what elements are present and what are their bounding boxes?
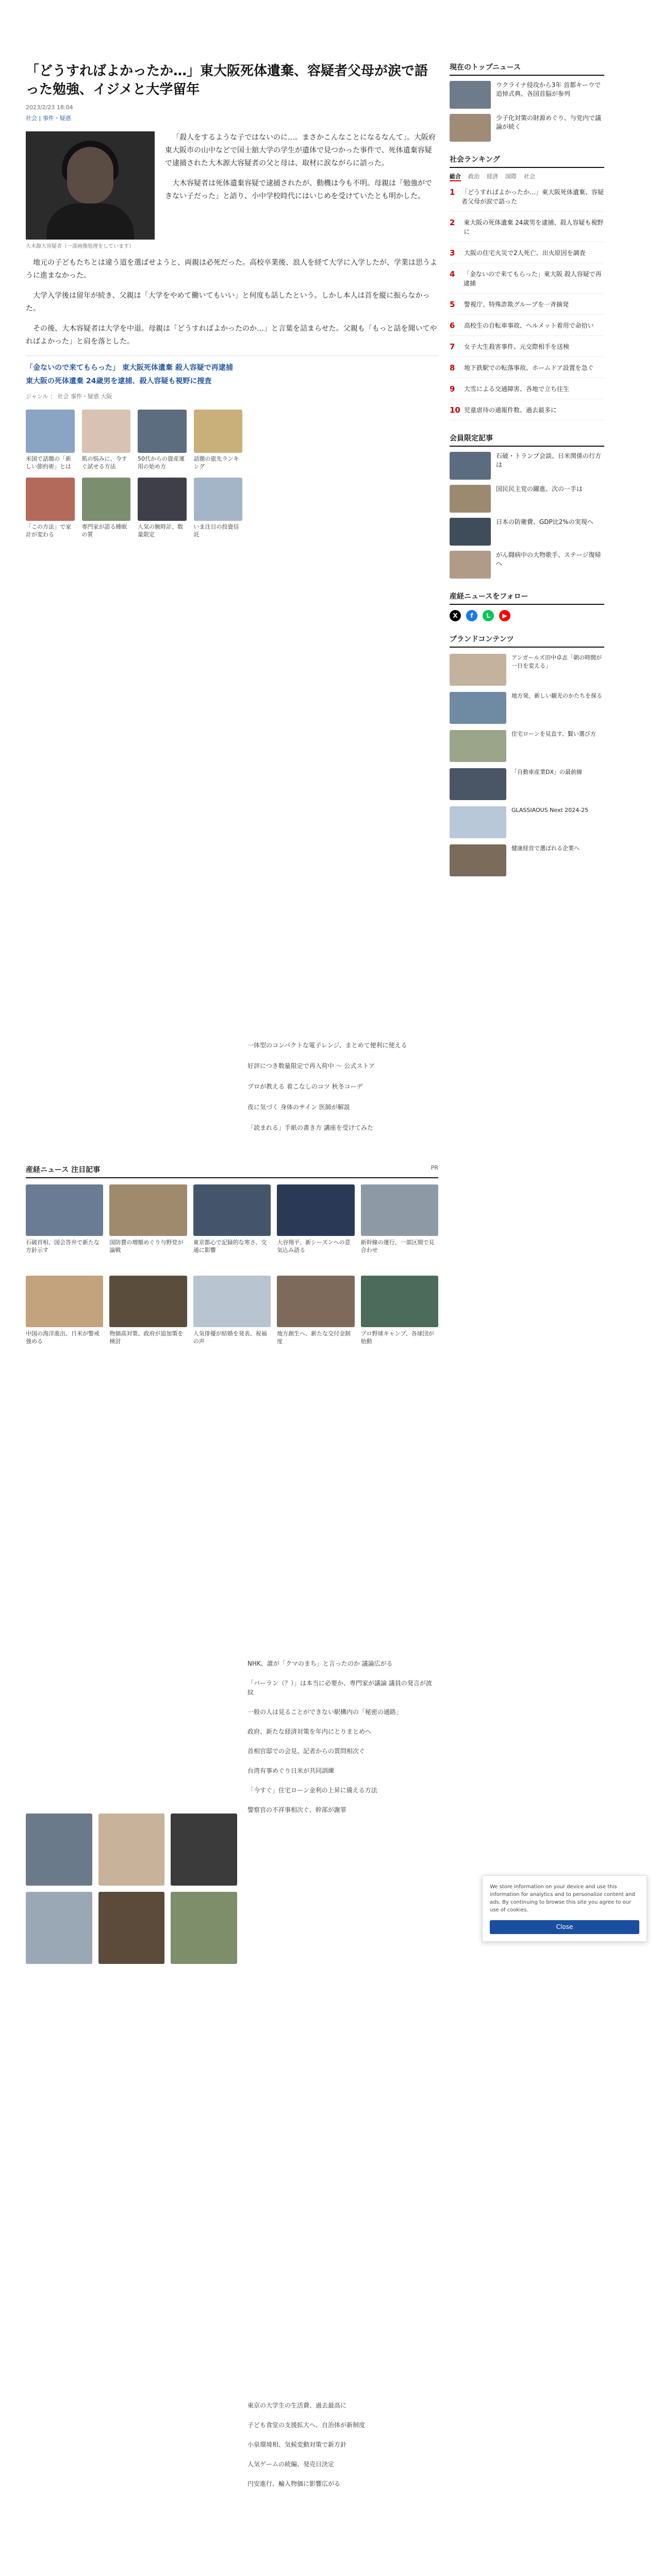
related-link[interactable]: 「金ないので来てもらった」 東大阪死体遺棄 殺人容疑で再逮捕 — [26, 364, 233, 372]
headline-item[interactable]: 「今すぐ」住宅ローン金利の上昇に備える方法 — [247, 1787, 377, 1794]
photo-card[interactable] — [98, 1814, 165, 1886]
photo-card[interactable] — [26, 1814, 92, 1886]
x-icon[interactable]: X — [450, 610, 461, 621]
ad-card[interactable]: 専門家が語る睡眠の質 — [82, 478, 131, 538]
photo-card[interactable] — [98, 1892, 165, 1964]
ad-card[interactable]: 話題の旅先ランキング — [194, 410, 243, 470]
photo-grid — [26, 1814, 237, 1964]
ad-text[interactable]: プロが教える 着こなしのコツ 秋冬コーデ — [247, 1083, 363, 1090]
brand-title: ブランドコンテンツ — [450, 634, 604, 648]
cookie-banner — [482, 1875, 647, 1942]
member-item[interactable]: 日本の防衛費、GDP比2%の実現へ — [450, 518, 604, 546]
rank-item[interactable]: 5 警視庁、特殊詐欺グループを一斉摘発 — [450, 300, 604, 315]
recommend-grid — [26, 1184, 438, 1361]
recommend-card[interactable]: 石破首相、国会答弁で新たな方針示す — [26, 1184, 103, 1269]
cookie-text: We store information on your device and use this information for analytics and to personalize content and ads. By continuing to browse this site you agree to our use of cookies. — [490, 1884, 635, 1913]
article-date: 2023/2/23 18:04 — [26, 104, 73, 111]
rank-item[interactable]: 2 東大阪の死体遺棄 24歳男を逮捕、殺人容疑も視野に — [450, 218, 604, 242]
rank-item[interactable]: 3 大阪の住宅火災で2人死亡、出火原因を調査 — [450, 248, 604, 263]
rank-item[interactable]: 6 高校生の自転車事故、ヘルメット着用で命拾い — [450, 321, 604, 336]
brand-item[interactable]: 健康経営で選ばれる企業へ — [450, 844, 604, 876]
lead-section — [26, 131, 438, 249]
cookie-close-button[interactable]: Close — [490, 1920, 639, 1934]
top-news-title: 現在のトップニュース — [450, 62, 604, 76]
brand-item[interactable]: 住宅ローンを見直す、賢い選び方 — [450, 730, 604, 762]
headline-item[interactable]: 小泉環境相、気候変動対策で新方針 — [247, 2441, 347, 2448]
member-item[interactable]: がん闘病中の大物歌手、ステージ復帰へ — [450, 551, 604, 579]
recommend-card[interactable]: 大谷翔平、新シーズンへの意気込み語る — [277, 1184, 354, 1269]
ad-text[interactable]: 「読まれる」手紙の書き方 講座を受けてみた — [247, 1124, 373, 1131]
member-item[interactable]: 国民民主党の躍進、次の一手は — [450, 485, 604, 513]
ad-card[interactable]: 肌の悩みに、今すぐ試せる方法 — [82, 410, 131, 470]
ad-grid — [26, 410, 242, 538]
article-body-top — [165, 131, 438, 249]
headline-item[interactable]: 首相官邸での会見、記者からの質問相次ぐ — [247, 1748, 366, 1755]
rank-item[interactable]: 4 「金ないので来てもらった」東大阪 殺人容疑で再逮捕 — [450, 269, 604, 294]
headline-list — [247, 1659, 433, 1825]
rank-tab[interactable]: 国際 — [505, 173, 517, 180]
headline-item[interactable]: 子ども食堂の支援拡大へ、自治体が新制度 — [247, 2421, 366, 2429]
recommend-card[interactable]: 人気俳優が結婚を発表、祝福の声 — [193, 1276, 271, 1361]
brand-item[interactable]: アンガールズ田中卓志「朝の時間が一日を変える」 — [450, 654, 604, 686]
member-articles — [450, 433, 604, 579]
photo-card[interactable] — [26, 1892, 92, 1964]
top-news-item[interactable]: ウクライナ侵攻から3年 首都キーウで追悼式典、各国首脳が参列 — [450, 81, 604, 109]
ad-card[interactable]: 50代からの資産運用の始め方 — [138, 410, 187, 470]
follow-box — [450, 591, 604, 621]
article-body — [26, 257, 438, 348]
article-tags: ジャンル ： 社会 事件・疑惑 大阪 — [26, 393, 112, 400]
brand-item[interactable]: 「自動車産業DX」の最前線 — [450, 768, 604, 800]
recommend-card[interactable]: 地方創生へ、新たな交付金制度 — [277, 1276, 354, 1361]
headline-item[interactable]: 「バーラン（？）」は本当に必要か、専門家が議論 議員の発言が波紋 — [247, 1680, 432, 1696]
photo-caption: 大木源大容疑者（一部画像処理をしています） — [26, 244, 134, 249]
brand-content — [450, 634, 604, 876]
paragraph: 「殺人をするような子ではないのに…。まさかこんなことになるなんて」。大阪府東大阪市の山中などで国士舘大学の学生が遺体で見つかった事件で、死体遺棄容疑で逮捕された大木源大容疑者の父と母は、取材に涙ながらに語った。 — [165, 133, 436, 167]
ad-text[interactable]: 夜に気づく 身体のサイン 医師が解説 — [247, 1104, 350, 1111]
ad-card[interactable]: 米国で話題の「新しい節約術」とは — [26, 410, 75, 470]
ad-card[interactable]: 人気の腕時計、数量限定 — [138, 478, 187, 538]
headline-item[interactable]: 政府、新たな経済対策を年内にとりまとめへ — [247, 1728, 372, 1735]
recommend-card[interactable]: 新幹線の運行、一部区間で見合わせ — [361, 1184, 438, 1269]
ad-text[interactable]: 好評につき数量限定で再入荷中 〜 公式ストア — [247, 1062, 375, 1070]
headline-item[interactable]: 人気ゲームの続編、発売日決定 — [247, 2461, 335, 2468]
brand-item[interactable]: GLASSIAOUS Next 2024-25 — [450, 806, 604, 838]
ad-text-list — [247, 1041, 418, 1144]
paragraph: 地元の子どもたちとは違う道を選ばせようと、両親は必死だった。高校卒業後、浪人を経て大学に入学したが、学業は思うように進まなかった。 — [26, 259, 437, 280]
related-links — [26, 355, 438, 388]
recommend-title: 産経ニュース 注目記事 PR — [26, 1164, 438, 1178]
headline-item[interactable]: NHK、誰が「クマのまち」と言ったのか 議論広がる — [247, 1660, 393, 1667]
recommend-section — [26, 1164, 438, 1361]
recommend-card[interactable]: 東京都心で記録的な寒さ、交通に影響 — [193, 1184, 271, 1269]
headline-item[interactable]: 東京の大学生の生活費、過去最高に — [247, 2402, 347, 2409]
article-headline: 「どうすればよかったか…」東大阪死体遺棄、容疑者父母が涙で語った勉強、イジメと大学留年 — [26, 63, 428, 97]
paragraph: 大学入学後は留年が続き、父親は「大学をやめて働いてもいい」と何度も話したという。しかし本人は首を縦に振らなかった。 — [26, 292, 430, 313]
youtube-icon[interactable]: ▶ — [499, 610, 510, 621]
related-link[interactable]: 東大阪の死体遺棄 24歳男を逮捕、殺人容疑も視野に捜査 — [26, 377, 212, 385]
top-news — [450, 62, 604, 142]
headline-item[interactable]: 台湾有事めぐり日米が共同訓練 — [247, 1767, 335, 1774]
paragraph: その後、大木容疑者は大学を中退。母親は「どうすればよかったのか…」と言葉を詰まらせた。父親も「もっと話を聞いてやればよかった」と肩を落とした。 — [26, 325, 437, 346]
top-news-item[interactable]: 少子化対策の財源めぐり、与党内で議論が続く — [450, 114, 604, 142]
recommend-card[interactable]: 物価高対策、政府が追加策を検討 — [109, 1276, 187, 1361]
ranking-title: 社会ランキング — [450, 154, 604, 168]
photo-card[interactable] — [171, 1892, 237, 1964]
lead-photo — [26, 131, 155, 240]
facebook-icon[interactable]: f — [466, 610, 477, 621]
ranking-tabs — [450, 172, 604, 181]
recommend-card[interactable]: プロ野球キャンプ、各球団が始動 — [361, 1276, 438, 1361]
rank-tab[interactable]: 総合 — [450, 172, 461, 181]
rank-item[interactable]: 10 児童虐待の通報件数、過去最多に — [450, 405, 604, 420]
rank-item[interactable]: 7 女子大生殺害事件、元交際相手を送検 — [450, 342, 604, 357]
rank-tab[interactable]: 社会 — [524, 173, 535, 180]
headline-list-lower — [247, 2401, 433, 2499]
main-column — [26, 62, 438, 538]
rank-tab[interactable]: 政治 — [468, 173, 479, 180]
recommend-card[interactable]: 国防費の増額めぐり与野党が論戦 — [109, 1184, 187, 1269]
paragraph: 大木容疑者は死体遺棄容疑で逮捕されたが、動機は今も不明。母親は「勉強ができない子だった」と語り、小中学校時代にはいじめを受けていたとも明かした。 — [165, 179, 432, 200]
line-icon[interactable]: L — [483, 610, 494, 621]
member-title: 会員限定記事 — [450, 433, 604, 447]
headline-item[interactable]: 警察官の不祥事相次ぐ、幹部が謝罪 — [247, 1806, 346, 1814]
article-crumbs[interactable]: 社会 | 事件・疑惑 — [26, 115, 71, 122]
photo-card[interactable] — [171, 1814, 237, 1886]
ranking — [450, 154, 604, 420]
ad-text[interactable]: 一体型のコンパクトな電子レンジ、まとめて便利に使える — [247, 1042, 407, 1049]
follow-title: 産経ニュースをフォロー — [450, 591, 604, 605]
ad-card[interactable]: 「この方法」で家計が変わる — [26, 478, 75, 538]
rank-item[interactable]: 9 大雪による交通障害、各地で立ち往生 — [450, 384, 604, 399]
recommend-card[interactable]: 中国の海洋進出、日米が警戒強める — [26, 1276, 103, 1361]
member-item[interactable]: 石破・トランプ会談、日米関係の行方は — [450, 452, 604, 480]
rank-tab[interactable]: 経済 — [487, 173, 498, 180]
ad-card[interactable]: いま注目の投資信託 — [194, 478, 243, 538]
headline-item[interactable]: 円安進行、輸入物価に影響広がる — [247, 2480, 341, 2487]
rank-item[interactable]: 8 地下鉄駅での転落事故、ホームドア設置を急ぐ — [450, 363, 604, 378]
rank-item[interactable]: 1 「どうすればよかったか…」東大阪死体遺棄、容疑者父母が涙で語った — [450, 188, 604, 212]
sidebar — [450, 62, 604, 889]
headline-item[interactable]: 一般の人は見ることができない駅構内の「秘密の通路」 — [247, 1708, 403, 1716]
brand-item[interactable]: 地方発、新しい観光のかたちを探る — [450, 692, 604, 724]
